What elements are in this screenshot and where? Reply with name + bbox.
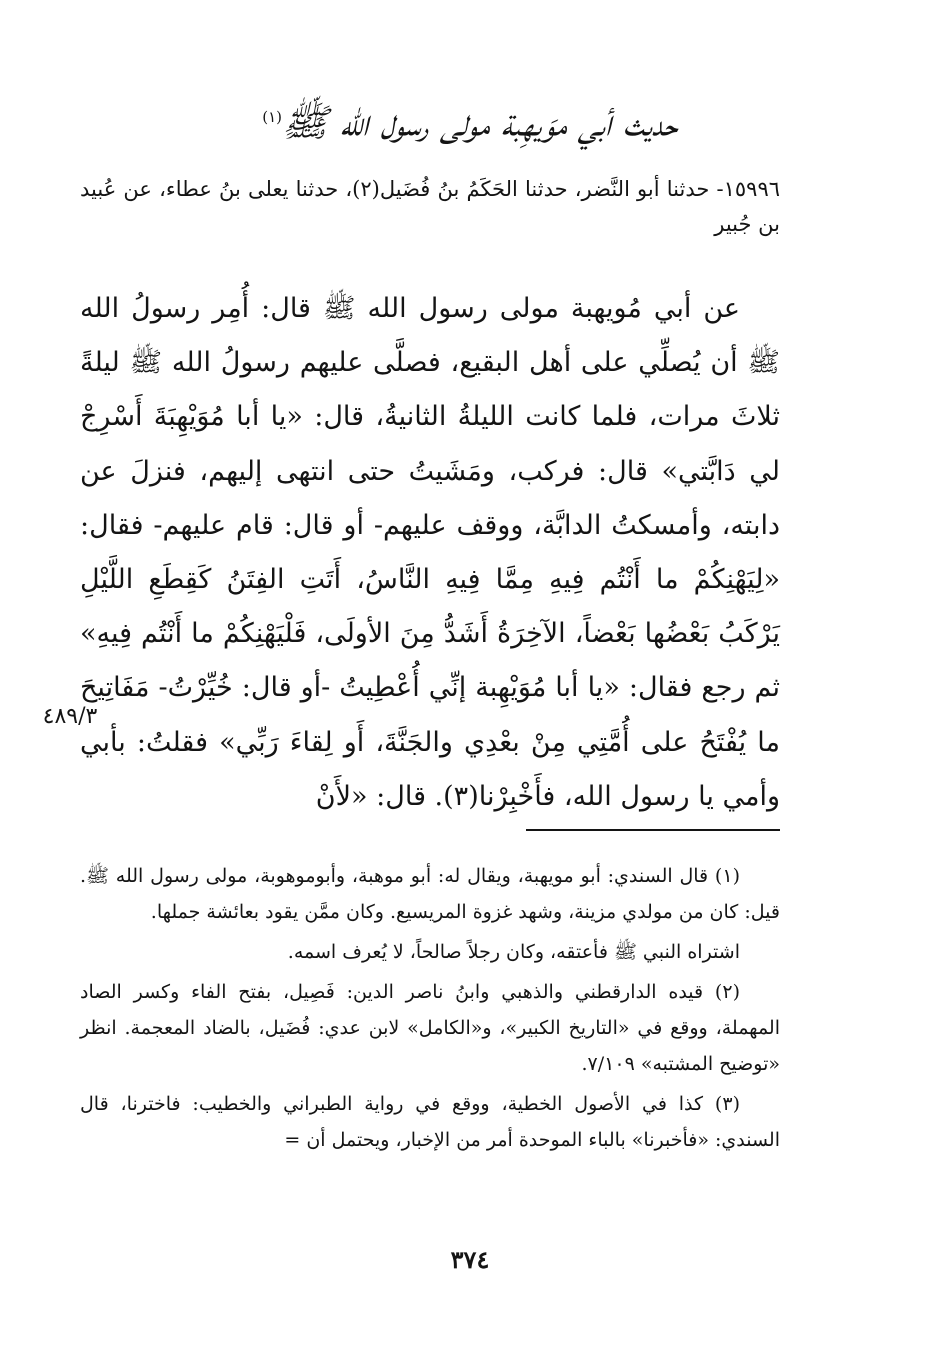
footnotes (80, 858, 780, 1162)
chapter-title-footnote-ref: (١) (262, 108, 282, 126)
hadith-matn: عن أبي مُويهبة مولى رسول الله ﷺ قال: أُمِر رسولُ الله ﷺ أن يُصلِّي على أهل البقيع، فصلَّى عليهم رسولُ الله ﷺ ليلةً ثلاثَ مرات، فلما كانت الليلةُ الثانيةُ، قال: «يا أبا مُوَيْهِبَةَ أَسْرِجْ لي دَابَّتي» قال: فركب، ومَشَيتُ حتى انتهى إليهم، فنزلَ عن دابته، وأمسكتُ الدابَّة، ووقف عليهم- أو قال: قام عليهم- فقال: «لِيَهْنِكُمْ ما أَنْتُم فِيهِ مِمَّا فِيهِ النَّاسُ، أَتَتِ الفِتَنُ كَقِطَعِ اللَّيْلِ يَرْكَبُ بَعْضُها بَعْضاً، الآخِرَةُ أَشَدُّ مِنَ الأولَى، فَلْيَهْنِكُمْ ما أَنْتُم فِيهِ» ثم رجع فقال: «يا أبا مُوَيْهِبة إنِّي أُعْطِيتُ -أو قال: خُيِّرْتُ- مَفَاتِيحَ ما يُفْتَحُ على أُمَّتِي مِنْ بعْدِي والجَنَّةَ، أَو لِقاءَ رَبِّي» فقلتُ: بأبي وأمي يا رسول الله، فأَخْبِرْنا(٣). قال: «لأَنْ (80, 293, 780, 812)
margin-volume-page-ref: ٤٨٩/٣ (42, 704, 98, 729)
footnote-3: (٣) كذا في الأصول الخطية، ووقع في رواية الطبراني والخطيب: فاخترنا، قال السندي: «فأخبرنا» بالباء الموحدة أمر من الإخبار، ويحتمل أن = (80, 1093, 780, 1151)
footnote-2: (٢) قيده الدارقطني والذهبي وابنُ ناصر الدين: فَصِيل، بفتح الفاء وكسر الصاد المهملة، ووقع في «التاريخ الكبير»، و«الكامل» لابن عدي: فُضَيل، بالضاد المعجمة. انظر «توضيح المشتبه» ٧/١٠٩. (80, 981, 780, 1075)
chapter-title (150, 82, 790, 152)
footnote-1: (١) قال السندي: أبو مويهبة، ويقال له: أبو موهبة، وأبوموهوبة، مولى رسول الله ﷺ. قيل: كان من مولدي مزينة، وشهد غزوة المريسيع. وكان ممَّن يقود بعائشة جملها. (80, 865, 780, 923)
footnote-1-continuation: اشتراه النبي ﷺ فأعتقه، وكان رجلاً صالحاً، لا يُعرف اسمه. (287, 941, 740, 963)
hadith-isnad: ١٥٩٩٦- حدثنا أبو النَّضر، حدثنا الحَكَمُ بنُ فُضَيل(٢)، حدثنا يعلى بنُ عطاء، عن عُبيد بن جُبير (80, 177, 781, 236)
hadith-text (80, 282, 780, 824)
page-number: ٣٧٤ (450, 1245, 490, 1274)
footnote-separator (526, 829, 780, 831)
chapter-title-text: حديث أبي موَيهِبة مولى رسول الله ﷺ (282, 100, 678, 145)
